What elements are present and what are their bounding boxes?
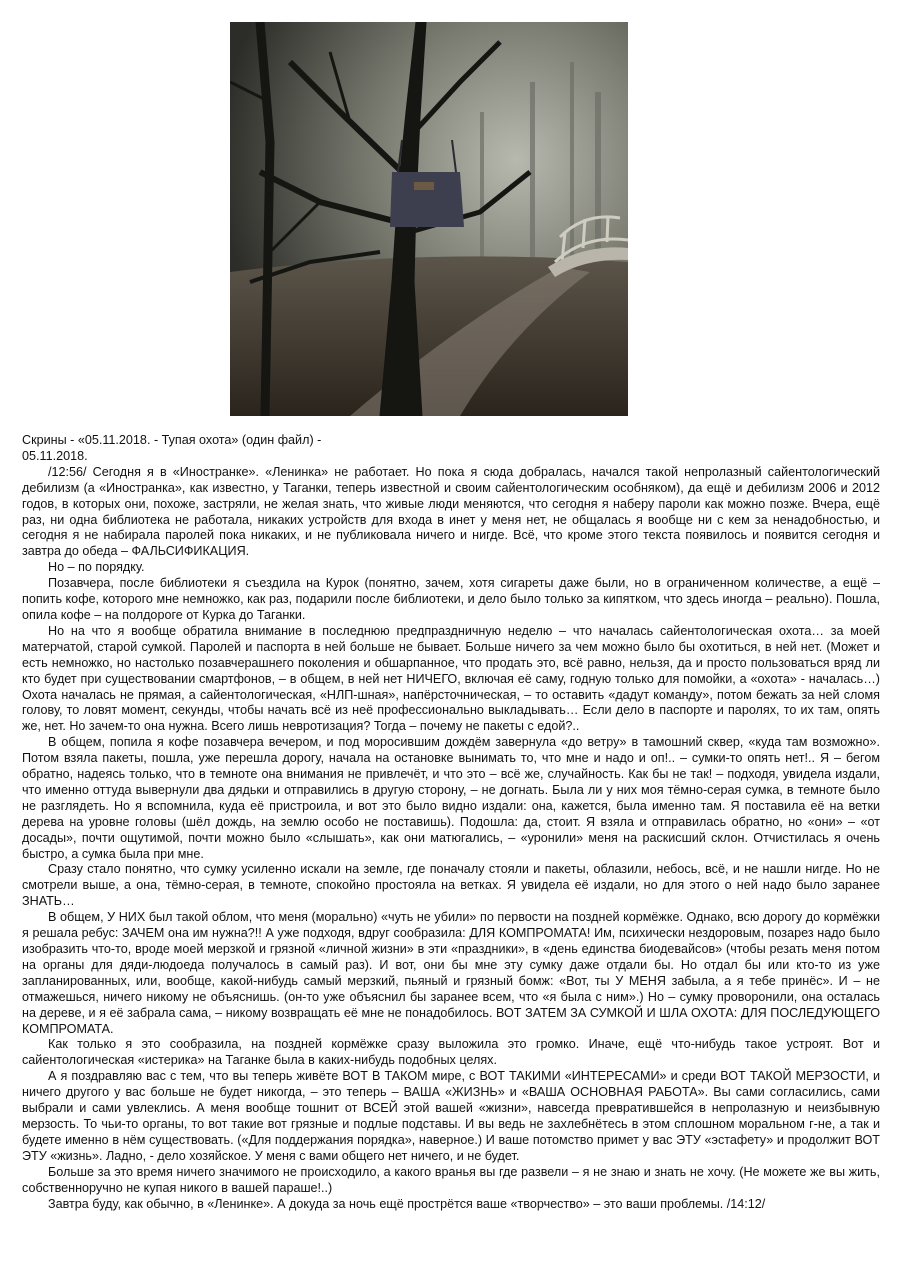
paragraph: В общем, попила я кофе позавчера вечером, и под моросившим дождём завернула «до ветру» в тамошний сквер, «куда там возможно». Потом взяла пакеты, пошла, уже перешла дорогу, начала на остановке вынимать то, что мне и надо и оп!.. – сумки-то опять нет!.. Я – бегом обратно, надеясь только, что в темноте она внимания не привлечёт, и что это – всё же, случайность. Как бы не так! – подходя, увидела издали, что именно оттуда вывернули два дядьки и отправились в другую сторону, – не догнать. Была ли у них моя тёмно-серая сумка, в темноте было не разглядеть. Но я вспомнила, куда её пристроила, и вот это было видно издали: она, кажется, была именно там. Я поставила её на ветки дерева на уровне головы (шёл дождь, на землю особо не поставишь). Подошла: да, стоит. Я взяла и отправилась обратно, но «они» – «от досады», почти ощутимой, почти можно было «слышать», как они матюгались, – «уронили» меня на раскисший склон. Отчистилась я очень быстро, а сумка была при мне.: [22, 735, 880, 861]
paragraph: /12:56/ Сегодня я в «Иностранке». «Ленинка» не работает. Но пока я сюда добралась, начался такой непролазный сайентологический дебилизм (а «Иностранка», как известно, у Таганки, теперь известной и своим сайентологическим особняком), да ещё и дебилизм 2006 и 2012 годов, в которых они, похоже, застряли, не желая знать, что живые люди меняются, что сегодня я наберу пароли как можно позже. Вчера, ещё раз, ни одна библиотека не работала, никаких устройств для входа в инет у меня нет, не общалась я вообще ни с кем за ненадобностью, и сегодня я не набирала паролей пока никаких, и не публиковала ничего и нигде. Всё, что кроме этого текста появилось и появится сегодня и завтра до обеда – ФАЛЬСИФИКАЦИЯ.: [22, 464, 880, 559]
paragraph: Сразу стало понятно, что сумку усиленно искали на земле, где поначалу стояли и пакеты, облазили, небось, всё, и не нашли нигде. Но не смотрели выше, а она, тёмно-серая, в темноте, спокойно простояла на ветках. Я увидела её издали, но для этого о ней надо было заранее ЗНАТЬ…: [22, 862, 880, 909]
paragraph: Завтра буду, как обычно, в «Ленинке». А докуда за ночь ещё простpётся ваше «творчество» – это ваши проблемы. /14:12/: [48, 1196, 766, 1211]
paragraph: В общем, У НИХ был такой облом, что меня (морально) «чуть не убили» по первости на поздней кормёжке. Однако, всю дорогу до кормёжки я решала ребус: ЗАЧЕМ она им нужна?!! А уже подходя, вдруг сообразила: ДЛЯ КОМПРОМАТА! Им, психически нездоровым, позарез надо было изобразить что-то, вроде моей мерзкой и грязной «личной жизни» в эти «праздники», в «день единства биодевайсов» (чтобы резать меня потом на органы для дяди-людоеда получалось в самый раз). И вот, они бы мне эту сумку даже отдали бы. Но отдал бы или кто-то из уже запланированных, или, вообще, какой-нибудь самый мерзкий, пьяный и грязный бомж: «Вот, ты У МЕНЯ забыла, а я тебе принёс». И – не отмажешься, ничего никому не объяснишь. (он-то уже объяснил бы заранее всем, что «я была с ним».) Но – сумку проворонили, она осталась на дереве, и я её забрала сама, – никому возвращать её мне не понадобилось. ВОТ ЗАТЕМ ЗА СУМКОЙ И ШЛА ОХОТА: ДЛЯ ПОСЛЕДУЮЩЕГО КОМПРОМАТА.: [22, 910, 880, 1036]
paragraph: Позавчера, после библиотеки я съездила на Курок (понятно, зачем, хотя сигареты даже были, но в ограниченном количестве, а ещё – попить кофе, которого мне немножко, как раз, подарили после библиотеки, и дело было только за кипятком, что здесь иногда – реально). Пошла, опила кофе – на полдороге от Курка до Таганки.: [22, 576, 880, 622]
paragraph: Но на что я вообще обратила внимание в последнюю предпраздничную неделю – что началась сайентологическая охота… за моей матерчатой, старой сумкой. Паролей и паспорта в ней больше не бывает. Больше ничего за чем можно было бы охотиться, в ней нет. (Может и есть немножко, но настолько позавчерашнего поколения и обшарпанное, что продать это, всё равно, нельзя, да и просто пользоваться вряд ли кто будет при существовании смартфонов, – в общем, в ней нет НИЧЕГО, включая её саму, годную только для помойки, а «охота» - началась…) Охота началась не прямая, а сайентологическая, «НЛП-шная», напёрсточническая, – то оставить «дадут команду», потом бежать за ней сломя голову, то ловят момент, секунды, чтобы начать всё из неё профессионально выкладывать… Если дело в паспорте и паролях, то их там, опять же, нет. Но зачем-то она нужна. Всего лишь невротизация? Тогда – почему не пакеты с едой?..: [22, 623, 880, 734]
caption: Скрины - «05.11.2018. - Тупая охота» (один файл) -: [22, 433, 322, 447]
paragraph: Больше за это время ничего значимого не происходило, а какого вранья вы где развели – я не знаю и знать не хочу. (Не можете же вы жить, собственноручно не купая никого в вашей параше!..): [22, 1164, 880, 1195]
photo: [230, 22, 628, 416]
document-text: [22, 433, 880, 1212]
foggy-park-tree-with-bag-image: [230, 22, 628, 416]
paragraph: Но – по порядку.: [48, 560, 145, 575]
paragraph: А я поздравляю вас с тем, что вы теперь живёте ВОТ В ТАКОМ мире, с ВОТ ТАКИМИ «ИНТЕРЕСАМИ» и среди ВОТ ТАКОЙ МЕРЗОСТИ, и ничего другого у вас больше не будет никогда, – это теперь – ВАША «ЖИЗНЬ» и «ВАША ОСНОВНАЯ РАБОТА». Вы сами согласились, сами выбрали и сами увлеклись. А меня вообще тошнит от ВСЕЙ этой вашей «жизни», навсегда превратившейся в непролазную и неизбывную мерзость. То чьи-то органы, то вот такие вот грязные и подлые подставы. И вы ведь не захлебнётесь в этом сплошном моральном г-не, а так и будете именно в нём существовать. («Для поддержания порядка», наверное.) И ваше потомство примет у вас ЭТУ «эстафету» и продолжит ВОТ ЭТУ «жизнь». Ладно, - дело хозяйское. У меня с вами общего нет ничего, и не будет.: [22, 1069, 880, 1163]
paragraph: Как только я это сообразила, на поздней кормёжке сразу выложила это громко. Иначе, ещё что-нибудь такое устроят. Вот и сайентологическая «истерика» на Таганке была в каких-нибудь подобных целях.: [22, 1037, 880, 1068]
date: 05.11.2018.: [22, 448, 88, 463]
